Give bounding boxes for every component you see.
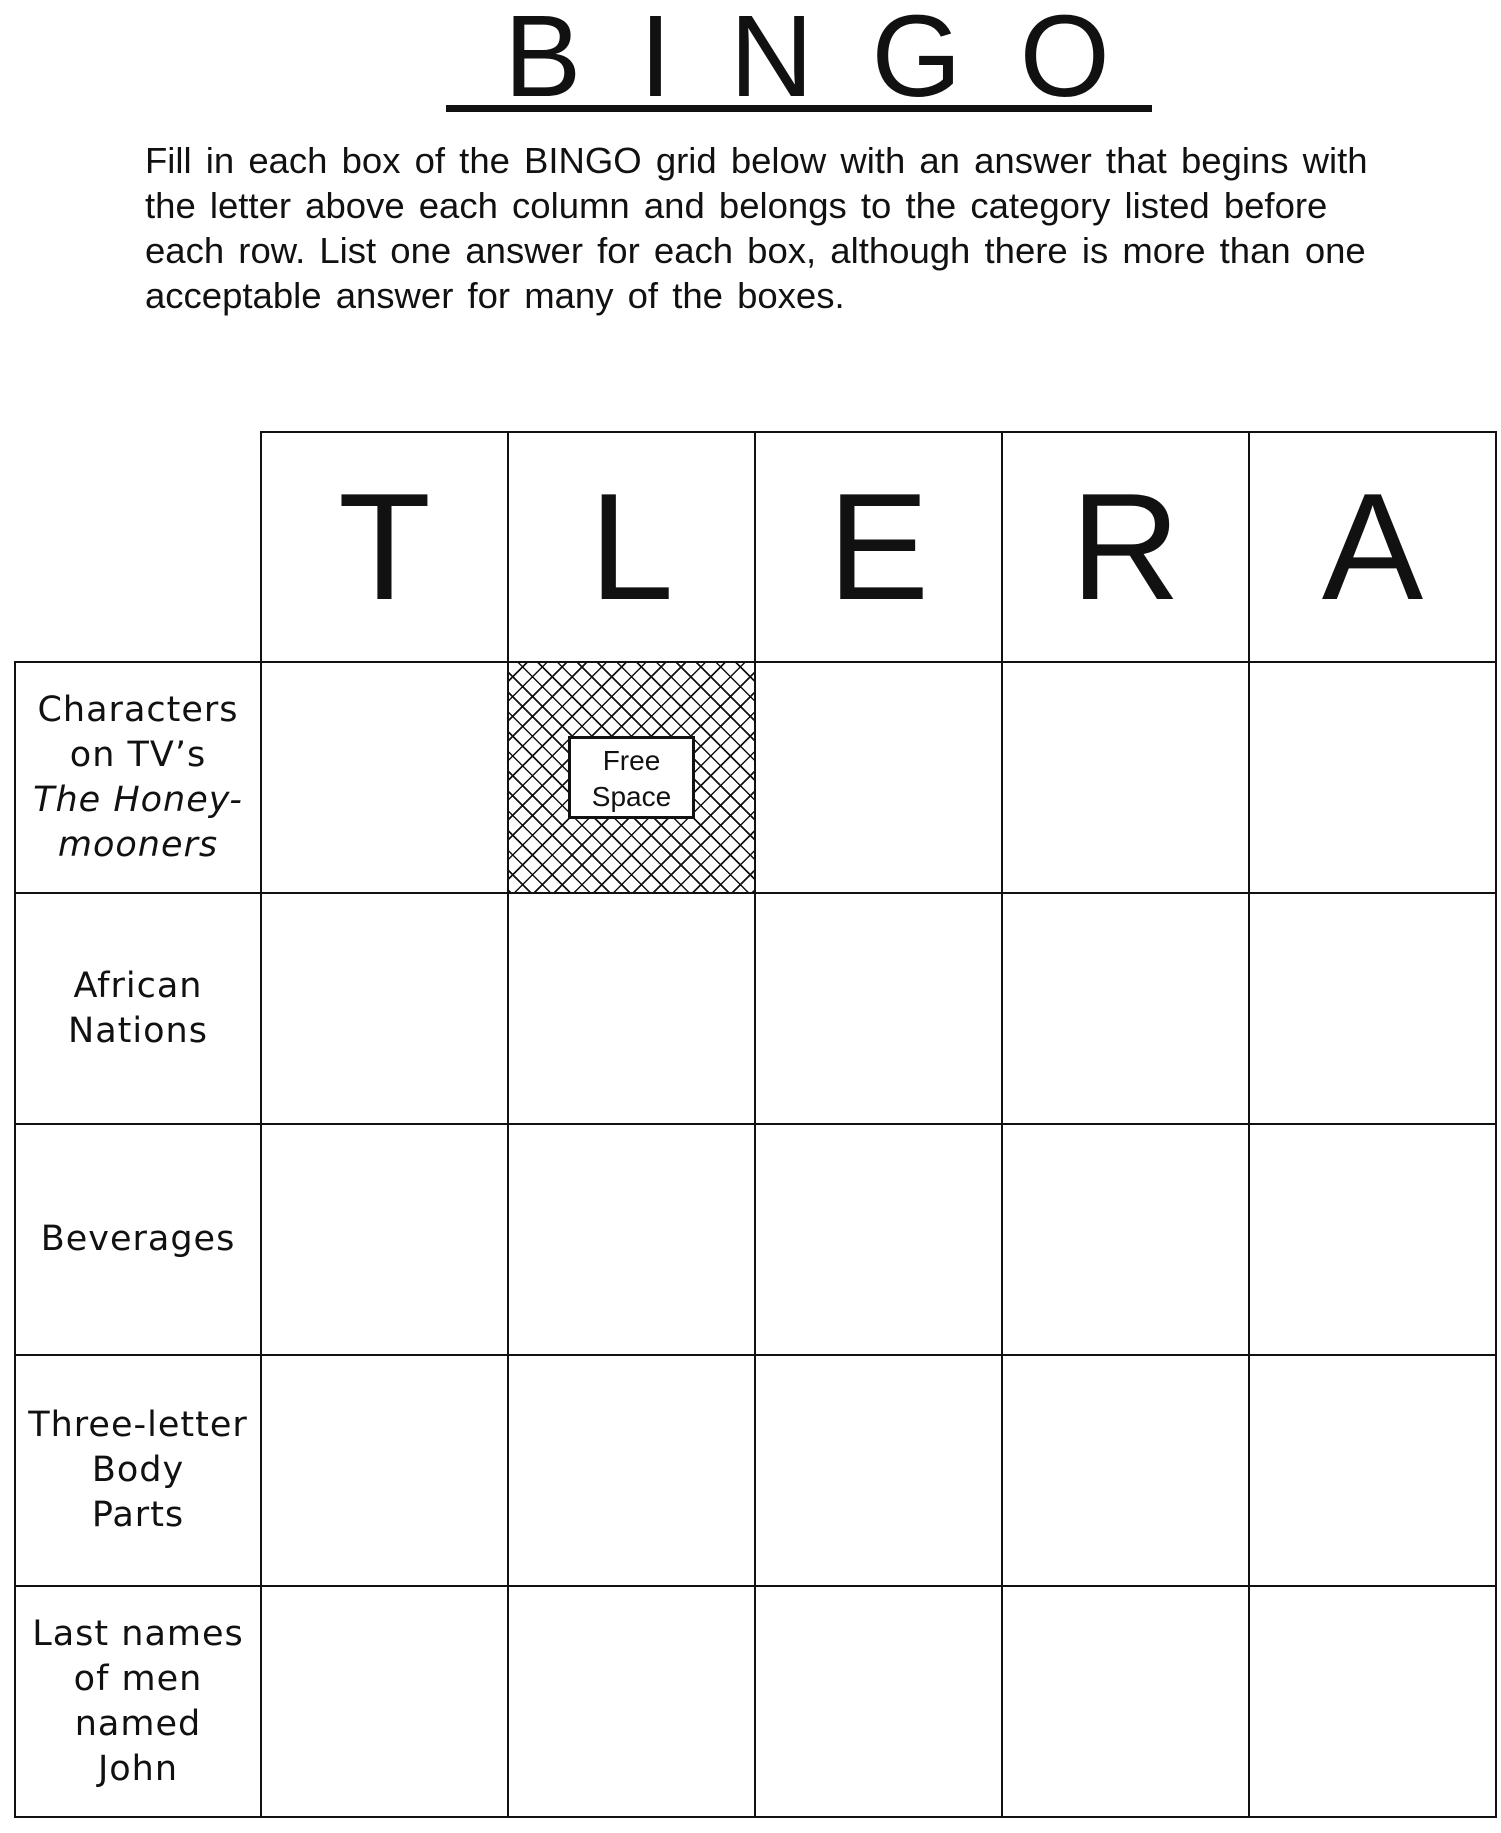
grid-row <box>15 1586 1496 1817</box>
grid-row <box>15 1355 1496 1586</box>
category-label-line: The Honey- <box>33 779 243 820</box>
column-header-5 <box>1249 432 1496 662</box>
grid-corner <box>15 432 261 662</box>
answer-box[interactable] <box>755 662 1002 893</box>
header-row <box>15 432 1496 662</box>
answer-box[interactable] <box>261 893 508 1124</box>
puzzle-title: BINGO <box>446 4 1152 112</box>
category-label-line: Body <box>91 1450 185 1490</box>
column-letter: R <box>1070 462 1181 632</box>
column-header-4 <box>1002 432 1249 662</box>
answer-box[interactable] <box>261 1355 508 1586</box>
answer-box[interactable] <box>1249 893 1496 1124</box>
answer-box[interactable] <box>1002 1355 1249 1586</box>
category-label-line: on TV’s <box>69 734 207 775</box>
column-header-1 <box>261 432 508 662</box>
column-letter: T <box>338 462 431 632</box>
category-label-line: Beverages <box>40 1219 236 1259</box>
category-label-line: Parts <box>91 1495 185 1535</box>
answer-box[interactable] <box>1002 1586 1249 1817</box>
answer-box[interactable] <box>1249 662 1496 893</box>
answer-box[interactable] <box>261 1586 508 1817</box>
category-label-line: Characters <box>37 689 239 730</box>
category-label-line: John <box>97 1748 179 1789</box>
row-category-label <box>15 1355 261 1586</box>
column-header-3 <box>755 432 1002 662</box>
answer-box[interactable] <box>261 1124 508 1355</box>
answer-box[interactable] <box>1249 1355 1496 1586</box>
grid-row <box>15 893 1496 1124</box>
grid-row <box>15 1124 1496 1355</box>
answer-box[interactable] <box>755 893 1002 1124</box>
free-space-line: Free <box>602 745 661 776</box>
answer-box[interactable] <box>508 1355 755 1586</box>
answer-box[interactable] <box>508 1124 755 1355</box>
column-header-2 <box>508 432 755 662</box>
instructions-text: Fill in each box of the BINGO grid below with an answer that begins with the letter above each column and belongs to the category listed before each row. List one answer for each box, although there is more than one acceptable answer for many of the boxes. <box>145 140 1368 316</box>
row-category-label <box>15 662 261 893</box>
answer-box[interactable] <box>755 1124 1002 1355</box>
category-label-line: named <box>74 1703 202 1744</box>
category-label-line: African <box>73 965 203 1006</box>
category-label-line: of men <box>73 1658 203 1699</box>
category-label-line: Nations <box>68 1010 208 1051</box>
column-letter: L <box>589 462 674 632</box>
answer-box[interactable] <box>261 662 508 893</box>
answer-box[interactable] <box>508 893 755 1124</box>
column-letter: A <box>1321 462 1424 632</box>
row-category-label <box>15 1586 261 1817</box>
column-letter: E <box>827 462 930 632</box>
answer-box[interactable] <box>755 1355 1002 1586</box>
free-space-line: Space <box>591 781 672 812</box>
row-category-label <box>15 1124 261 1355</box>
free-space-cell <box>508 662 755 893</box>
category-label-line: Three-letter <box>28 1405 248 1445</box>
category-label-line: Last names <box>32 1613 244 1654</box>
answer-box[interactable] <box>755 1586 1002 1817</box>
answer-box[interactable] <box>1249 1124 1496 1355</box>
answer-box[interactable] <box>1249 1586 1496 1817</box>
answer-box[interactable] <box>1002 662 1249 893</box>
free-space-label <box>568 736 695 819</box>
answer-box[interactable] <box>508 1586 755 1817</box>
bingo-grid <box>14 431 1497 1818</box>
grid-row <box>15 662 1496 893</box>
answer-box[interactable] <box>1002 1124 1249 1355</box>
row-category-label <box>15 893 261 1124</box>
category-label-line: mooners <box>57 824 219 865</box>
answer-box[interactable] <box>1002 893 1249 1124</box>
